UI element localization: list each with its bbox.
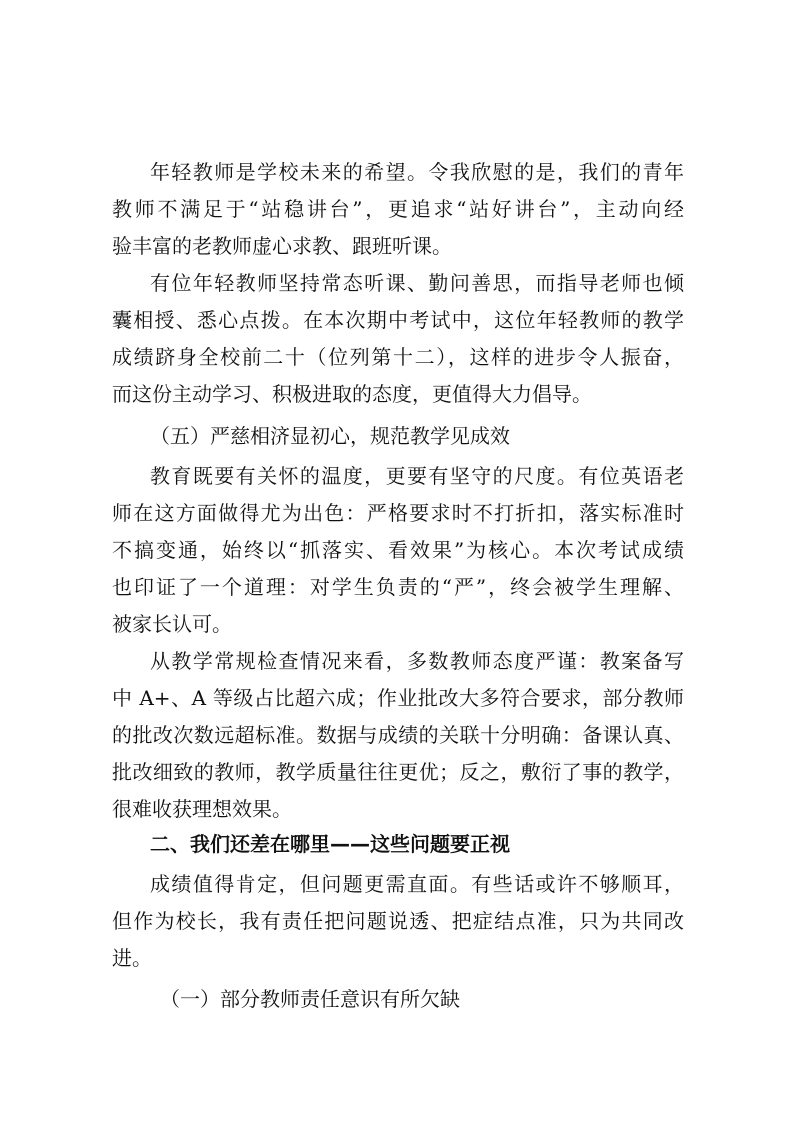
text-line: 但作为校长，我有责任把问题说透、把症结点准，只为共同改 (112, 909, 684, 933)
text-line: 进。 (112, 946, 152, 970)
text-line: 的批改次数远超标准。数据与成绩的关联十分明确：备课认真、 (112, 723, 684, 747)
text-line: 教师不满足于“站稳讲台”，更追求“站好讲台”，主动向经 (112, 197, 684, 221)
text-line: 批改细致的教师，教学质量往往更优；反之，敷衍了事的教学， (112, 760, 684, 784)
text-line: 师在这方面做得尤为出色：严格要求时不打折扣，落实标准时 (112, 501, 684, 525)
text-line: 年轻教师是学校未来的希望。令我欣慰的是，我们的青年 (150, 160, 684, 184)
section-subheading: （五）严慈相济显初心，规范教学见成效 (150, 424, 510, 448)
text-line: 而这份主动学习、积极进取的态度，更值得大力倡导。 (112, 382, 592, 406)
text-line: 中 A+、A 等级占比超六成；作业批改大多符合要求，部分教师 (112, 686, 684, 710)
text-line: 囊相授、悉心点拨。在本次期中考试中，这位年轻教师的教学 (112, 308, 684, 332)
text-line: 验丰富的老教师虚心求教、跟班听课。 (112, 234, 452, 258)
text-line: 从教学常规检查情况来看，多数教师态度严谨：教案备写 (150, 649, 684, 673)
text-line: 很难收获理想效果。 (112, 797, 292, 821)
section-heading: 二、我们还差在哪里——这些问题要正视 (150, 832, 510, 856)
text-line: 成绩值得肯定，但问题更需直面。有些话或许不够顺耳， (150, 872, 684, 896)
text-line: 不搞变通，始终以“抓落实、看效果”为核心。本次考试成绩 (112, 538, 684, 562)
text-line: 被家长认可。 (112, 612, 232, 636)
text-line: 也印证了一个道理：对学生负责的“严”，终会被学生理解、 (112, 575, 684, 599)
section-subheading: （一）部分教师责任意识有所欠缺 (160, 987, 460, 1011)
text-line: 成绩跻身全校前二十（位列第十二），这样的进步令人振奋， (112, 345, 684, 369)
text-line: 教育既要有关怀的温度，更要有坚守的尺度。有位英语老 (150, 464, 684, 488)
text-line: 有位年轻教师坚持常态听课、勤问善思，而指导老师也倾 (150, 271, 684, 295)
